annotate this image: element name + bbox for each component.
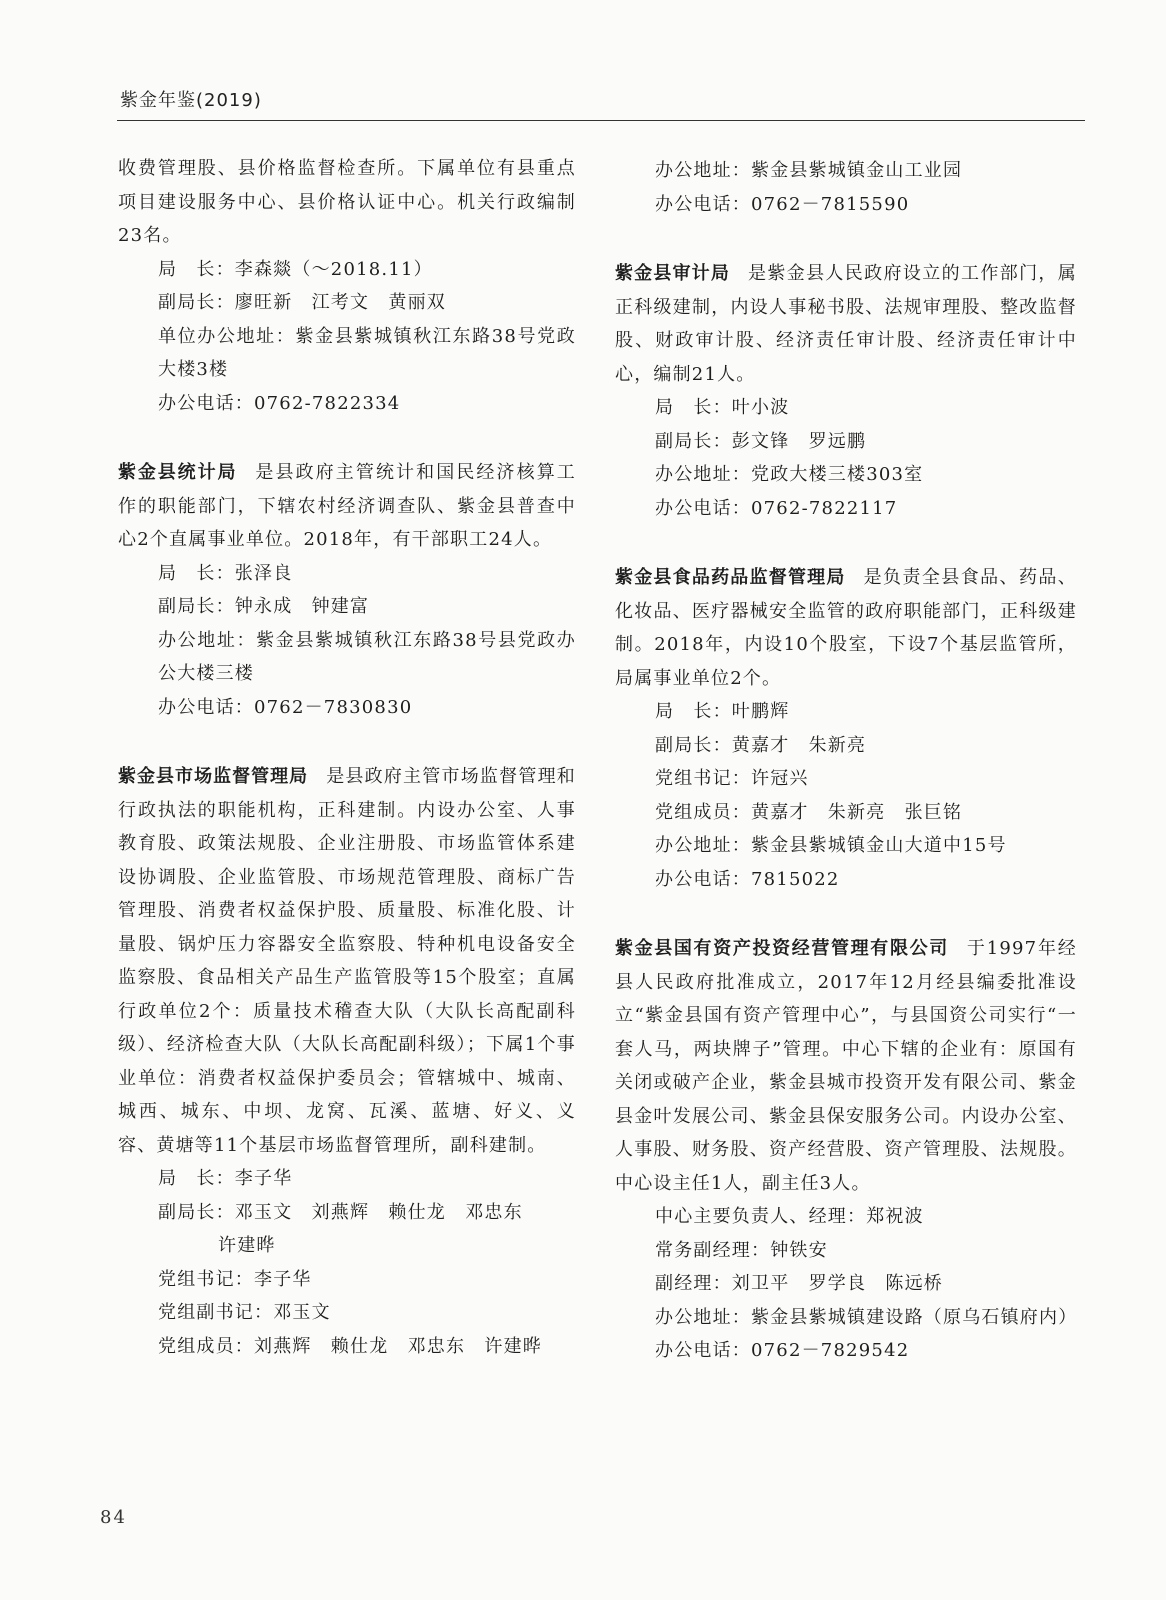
header-rule	[117, 120, 1085, 121]
market-bureau-entry	[118, 760, 576, 1363]
staff-line: 副局长：黄嘉才 朱新亮	[655, 734, 867, 756]
entry-description	[118, 760, 576, 1162]
staff-line-wrap: 许建晔	[218, 1235, 276, 1256]
staff-line: 副经理：刘卫平 罗学良 陈远桥	[655, 1273, 943, 1294]
phone-line: 办公电话：0762－7830830	[158, 696, 413, 718]
org-name: 紫金县统计局	[118, 462, 238, 483]
staff-line: 副局长：彭文锋 罗远鹏	[655, 430, 867, 452]
org-name: 紫金县国有资产投资经营管理有限公司	[615, 938, 949, 959]
entry-description: 收费管理股、县价格监督检查所。下属单位有县重点项目建设服务中心、县价格认证中心。机关行政编制23名。	[118, 158, 576, 246]
right-column	[615, 154, 1077, 1368]
running-header: 紫金年鉴(2019)	[120, 90, 262, 111]
address-line: 办公地址：紫金县紫城镇建设路（原乌石镇府内）	[655, 1306, 1078, 1328]
phone-line: 办公电话：0762-7822334	[158, 392, 401, 414]
staff-line: 副局长：邓玉文 刘燕辉 赖仕龙 邓忠东	[158, 1201, 523, 1223]
staff-line: 党组书记：许冠兴	[655, 768, 809, 789]
staff-line: 党组副书记：邓玉文	[158, 1302, 331, 1323]
staff-line: 局 长：李森燚（～2018.11）	[158, 258, 433, 280]
food-drug-bureau-entry	[615, 561, 1077, 896]
staff-line: 常务副经理：钟铁安	[655, 1239, 828, 1261]
entry-text: 是紫金县人民政府设立的工作部门，属正科级建制，内设人事秘书股、法规审理股、整改监督股、财政审计股、经济责任审计股、经济责任审计中心，编制21人。	[615, 263, 1077, 385]
org-name: 紫金县市场监督管理局	[118, 766, 309, 787]
stats-bureau-entry	[118, 456, 576, 724]
phone-line: 办公电话：7815022	[655, 868, 840, 890]
entry-description	[615, 561, 1077, 695]
phone-line: 办公电话：0762－7829542	[655, 1340, 910, 1361]
price-bureau-entry-continued	[118, 152, 576, 420]
entry-text: 是县政府主管市场监督管理和行政执法的职能机构，正科建制。内设办公室、人事教育股、政策法规股、企业注册股、市场监管体系建设协调股、企业监管股、市场规范管理股、商标广告管理股、消费者权益保护股、质量股、标准化股、计量股、锅炉压力容器安全监察股、特种机电设备安全监察股、食品相关产品生产监管股等15个股室；直属行政单位2个：质量技术稽查大队（大队长高配副科级）、经济检查大队（大队长高配副科级）；下属1个事业单位：消费者权益保护委员会；管辖城中、城南、城西、城东、中坝、龙窝、瓦溪、蓝塘、好义、义容、黄塘等11个基层市场监督管理所，副科建制。	[118, 766, 576, 1156]
entry-text: 是负责全县食品、药品、化妆品、医疗器械安全监管的政府职能部门，正科级建制。2018年，内设10个股室，下设7个基层监管所，局属事业单位2个。	[615, 567, 1078, 689]
org-name: 紫金县食品药品监督管理局	[615, 567, 846, 588]
entry-description	[615, 932, 1077, 1200]
staff-line: 局 长：叶鹏辉	[655, 701, 790, 722]
staff-line: 局 长：李子华	[158, 1168, 293, 1189]
entry-description	[615, 257, 1077, 391]
phone-line: 办公电话：0762-7822117	[655, 497, 898, 519]
entry-text: 于1997年经县人民政府批准成立，2017年12月经县编委批准设立“紫金县国有资产管理中心”，与县国资公司实行“一套人马，两块牌子”管理。中心下辖的企业有：原国有关闭或破产企业，紫金县城市投资开发有限公司、紫金县金叶发展公司、紫金县保安服务公司。内设办公室、人事股、财务股、资产经营股、资产管理股、法规股。中心设主任1人，副主任3人。	[615, 938, 1078, 1194]
page-number: 84	[100, 1507, 127, 1528]
address-line: 办公地址：紫金县紫城镇金山工业园	[655, 160, 963, 181]
address-line: 单位办公地址：紫金县紫城镇秋江东路38号党政大楼3楼	[158, 325, 576, 380]
entry-description	[118, 456, 576, 557]
staff-line: 副局长：钟永成 钟建富	[158, 596, 370, 617]
address-line: 办公地址：紫金县紫城镇金山大道中15号	[655, 835, 1007, 856]
staff-line: 副局长：廖旺新 江考文 黄丽双	[158, 292, 446, 313]
staff-line: 局 长：叶小波	[655, 397, 790, 418]
staff-line: 党组成员：黄嘉才 朱新亮 张巨铭	[655, 801, 963, 823]
org-name: 紫金县审计局	[615, 263, 730, 284]
audit-bureau-entry	[615, 257, 1077, 525]
staff-line: 党组书记：李子华	[158, 1268, 312, 1290]
staff-line: 中心主要负责人、经理：郑祝波	[655, 1206, 924, 1227]
address-line: 办公地址：紫金县紫城镇秋江东路38号县党政办公大楼三楼	[158, 629, 576, 684]
staff-line: 党组成员：刘燕辉 赖仕龙 邓忠东 许建晔	[158, 1335, 542, 1357]
address-line: 办公地址：党政大楼三楼303室	[655, 464, 924, 485]
phone-line: 办公电话：0762－7815590	[655, 193, 910, 215]
entry-text: 是县政府主管统计和国民经济核算工作的职能部门，下辖农村经济调查队、紫金县普查中心2个直属事业单位。2018年，有干部职工24人。	[118, 462, 576, 550]
prior-entry-continued	[615, 154, 1077, 221]
state-assets-company-entry	[615, 932, 1077, 1368]
staff-line: 局 长：张泽良	[158, 562, 293, 584]
left-column	[118, 152, 576, 1363]
